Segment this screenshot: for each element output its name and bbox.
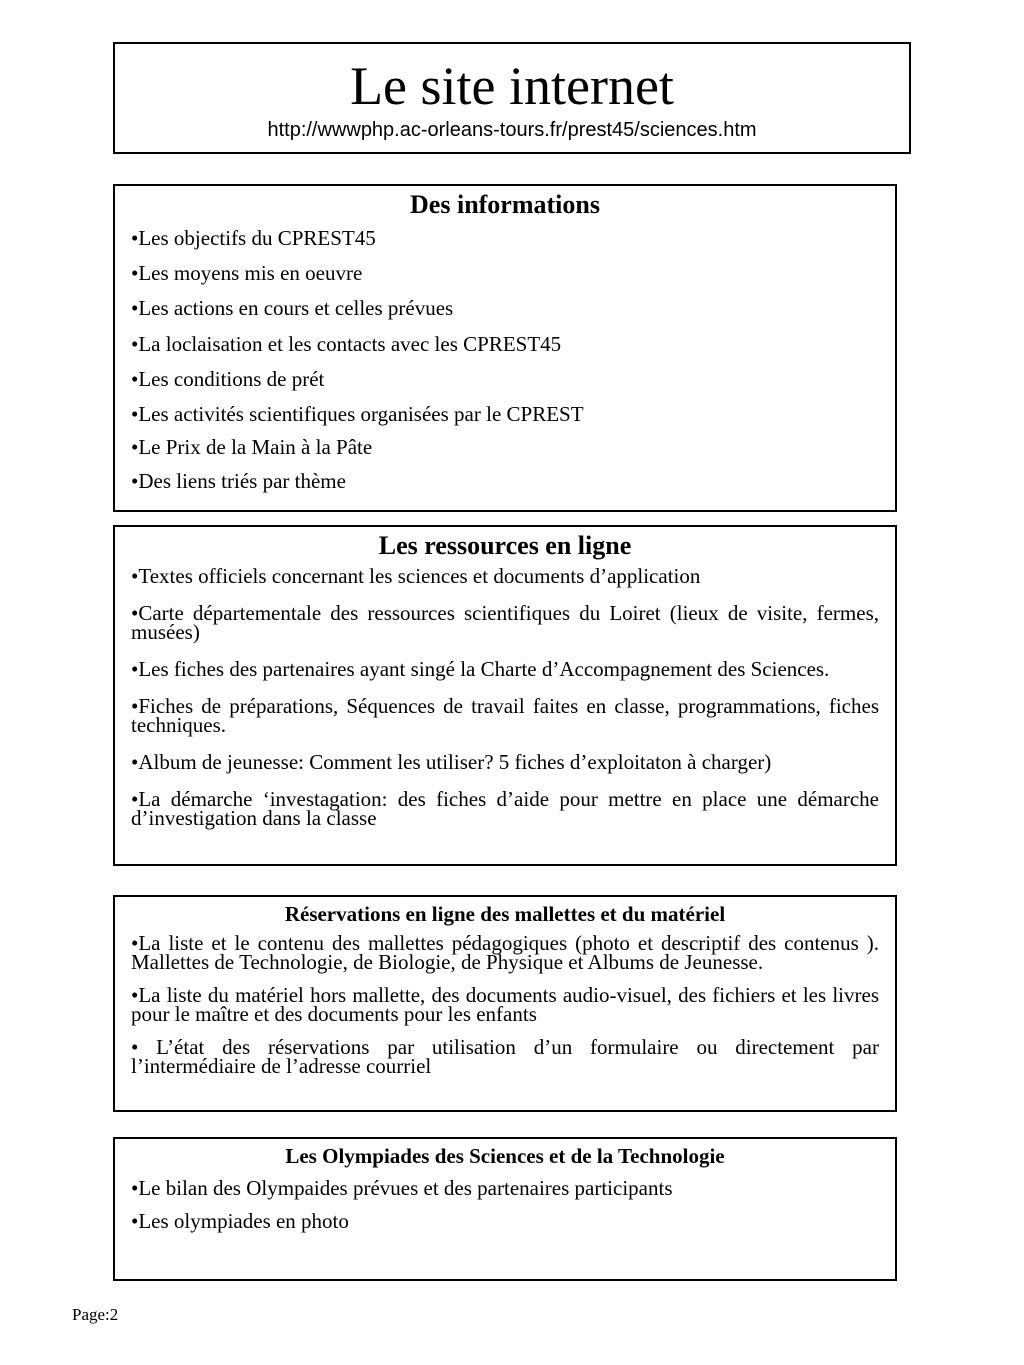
list-item: •Les olympiades en photo: [131, 1209, 349, 1233]
list-item: •Les moyens mis en oeuvre: [131, 261, 363, 286]
list-item: •Les objectifs du CPREST45: [131, 226, 376, 250]
list-item: •Les activités scientifiques organisées par le CPREST: [131, 401, 584, 426]
item-list: [131, 1176, 879, 1242]
list-item: •Le Prix de la Main à la Pâte: [131, 435, 373, 460]
item-list: [131, 931, 879, 1078]
list-item: •Le bilan des Olympaides prévues et des partenaires participants: [131, 1176, 673, 1200]
list-item: •La loclaisation et les contacts avec les CPREST45: [131, 331, 562, 356]
page-title: Le site internet: [350, 56, 674, 116]
list-item: •La démarche ‘investagation: des fiches d’aide pour mettre en place une démarche d’investigation dans la classe: [131, 787, 879, 830]
page-number: Page:2: [72, 1305, 119, 1324]
list-item: •Textes officiels concernant les sciences et documents d’application: [131, 564, 701, 588]
section-informations: [113, 184, 897, 512]
section-title: Des informations: [410, 190, 600, 219]
section-title: Les Olympiades des Sciences et de la Technologie: [285, 1144, 725, 1168]
list-item: •La liste du matériel hors mallette, des documents audio-visuel, des fichiers et les livres pour le maître et des documents pour les enfants: [131, 983, 879, 1026]
section-reservations: [113, 895, 897, 1112]
list-item: •Fiches de préparations, Séquences de travail faites en classe, programmations, fiches techniques.: [131, 694, 879, 737]
item-list: [131, 566, 879, 828]
list-item: •Les actions en cours et celles prévues: [131, 296, 454, 321]
section-ressources: [113, 525, 897, 866]
list-item: •Les conditions de prét: [131, 366, 325, 391]
section-title: Les ressources en ligne: [378, 531, 632, 560]
item-list: [131, 226, 881, 502]
section-title: Réservations en ligne des mallettes et du matériel: [284, 902, 726, 926]
header-box: [113, 42, 911, 154]
list-item: • L’état des réservations par utilisation d’un formulaire ou directement par l’intermédiaire de l’adresse courriel: [131, 1035, 879, 1078]
site-url: http://wwwphp.ac-orleans-tours.fr/prest45/sciences.htm: [267, 119, 757, 141]
list-item: •Album de jeunesse: Comment les utiliser? 5 fiches d’exploitaton à charger): [131, 750, 772, 774]
list-item: •Les fiches des partenaires ayant singé la Charte d’Accompagnement des Sciences.: [131, 657, 830, 681]
list-item: •Des liens triés par thème: [131, 468, 346, 493]
section-olympiades: [113, 1137, 897, 1281]
list-item: •La liste et le contenu des mallettes pédagogiques (photo et descriptif des contenus ). Mallettes de Technologie, de Biologie, de Physique et Albums de Jeunesse.: [131, 931, 879, 974]
list-item: •Carte départementale des ressources scientifiques du Loiret (lieux de visite, fermes, musées): [131, 601, 879, 644]
